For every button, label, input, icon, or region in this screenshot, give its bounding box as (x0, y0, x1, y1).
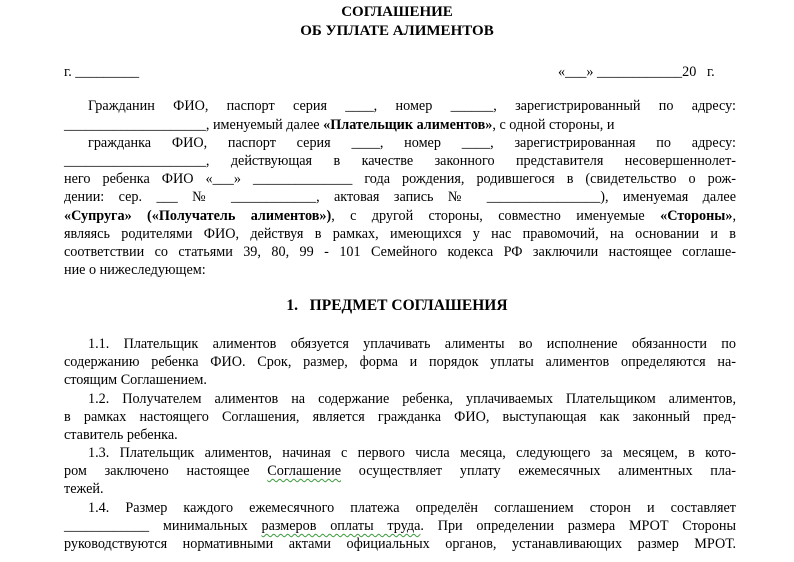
parties-term: «Стороны» (660, 208, 733, 224)
clause-line: тежей. (64, 481, 104, 497)
intro-line: являясь родителями ФИО, действуя в рамках, имеющихся у нас правомочий, на основании и в (64, 226, 736, 242)
clause-line: 1.3. Плательщик алиментов, начиная с первого числа месяца, следующего за месяцем, в кото- (88, 445, 736, 461)
recipient-term: «Супруга» («Получатель алиментов») (64, 208, 332, 224)
intro-line: ____________________, именуемый далее «Плательщик алиментов», с одной стороны, и (64, 117, 615, 133)
section-heading: 1. ПРЕДМЕТ СОГЛАШЕНИЯ (286, 297, 508, 314)
clause-line: 1.2. Получателем алиментов на содержание ребенка, уплачиваемых Плательщиком алиментов, (88, 391, 736, 407)
clause-line: 1.1. Плательщик алиментов обязуется уплачивать алименты во исполнение обязанности по (88, 336, 736, 352)
city-field: г. _________ (64, 64, 140, 80)
clause-line: в рамках настоящего Соглашения, является гражданка ФИО, выступающая как законный пред- (64, 409, 736, 425)
clause-line: руководствуются нормативными актами официальных органов, устанавливающих размер МРОТ. (64, 536, 736, 552)
intro-line: дении: сер. ___ № ____________, актовая запись № ________________), именуемая далее (64, 189, 736, 205)
intro-line: Гражданин ФИО, паспорт серия ____, номер ______, зарегистрированный по адресу: (88, 98, 736, 114)
clause-line: стоящим Соглашением. (64, 372, 207, 388)
clause-line: ром заключено настоящее Соглашение осуществляет уплату ежемесячных алиментных пла- (64, 463, 736, 479)
document-subtitle: ОБ УПЛАТЕ АЛИМЕНТОВ (300, 23, 494, 39)
intro-line: него ребенка ФИО «___» ______________ года рождения, родившегося в (свидетельство о рож- (64, 171, 736, 187)
payer-term: «Плательщик алиментов» (323, 117, 493, 133)
intro-line: «Супруга» («Получатель алиментов»), с другой стороны, совместно именуемые «Стороны», (64, 208, 736, 224)
document-title: СОГЛАШЕНИЕ (341, 4, 453, 20)
intro-line: гражданка ФИО, паспорт серия ____, номер ____, зарегистрированная по адресу: (88, 135, 736, 151)
clause-line: ____________ минимальных размеров оплаты труда. При определении размера МРОТ Стороны (64, 518, 736, 534)
clause-line: 1.4. Размер каждого ежемесячного платежа определён соглашением сторон и составляет (88, 500, 736, 516)
clause-line: ставитель ребенка. (64, 427, 178, 443)
spellcheck-word: Соглашение (267, 463, 342, 479)
intro-line: ние о нижеследующем: (64, 262, 206, 278)
date-field: «___» ____________20 г. (558, 64, 715, 80)
clause-line: содержанию ребенка ФИО. Срок, размер, форма и порядок уплаты алиментов определяются на- (64, 354, 736, 370)
spellcheck-word: размеров оплаты труда (261, 518, 421, 534)
intro-line: соответствии со статьями 39, 80, 99 - 101 Семейного кодекса РФ заключили настоящее соглаше- (64, 244, 736, 260)
intro-line: ____________________, действующая в качестве законного представителя несовершеннолет- (64, 153, 736, 169)
